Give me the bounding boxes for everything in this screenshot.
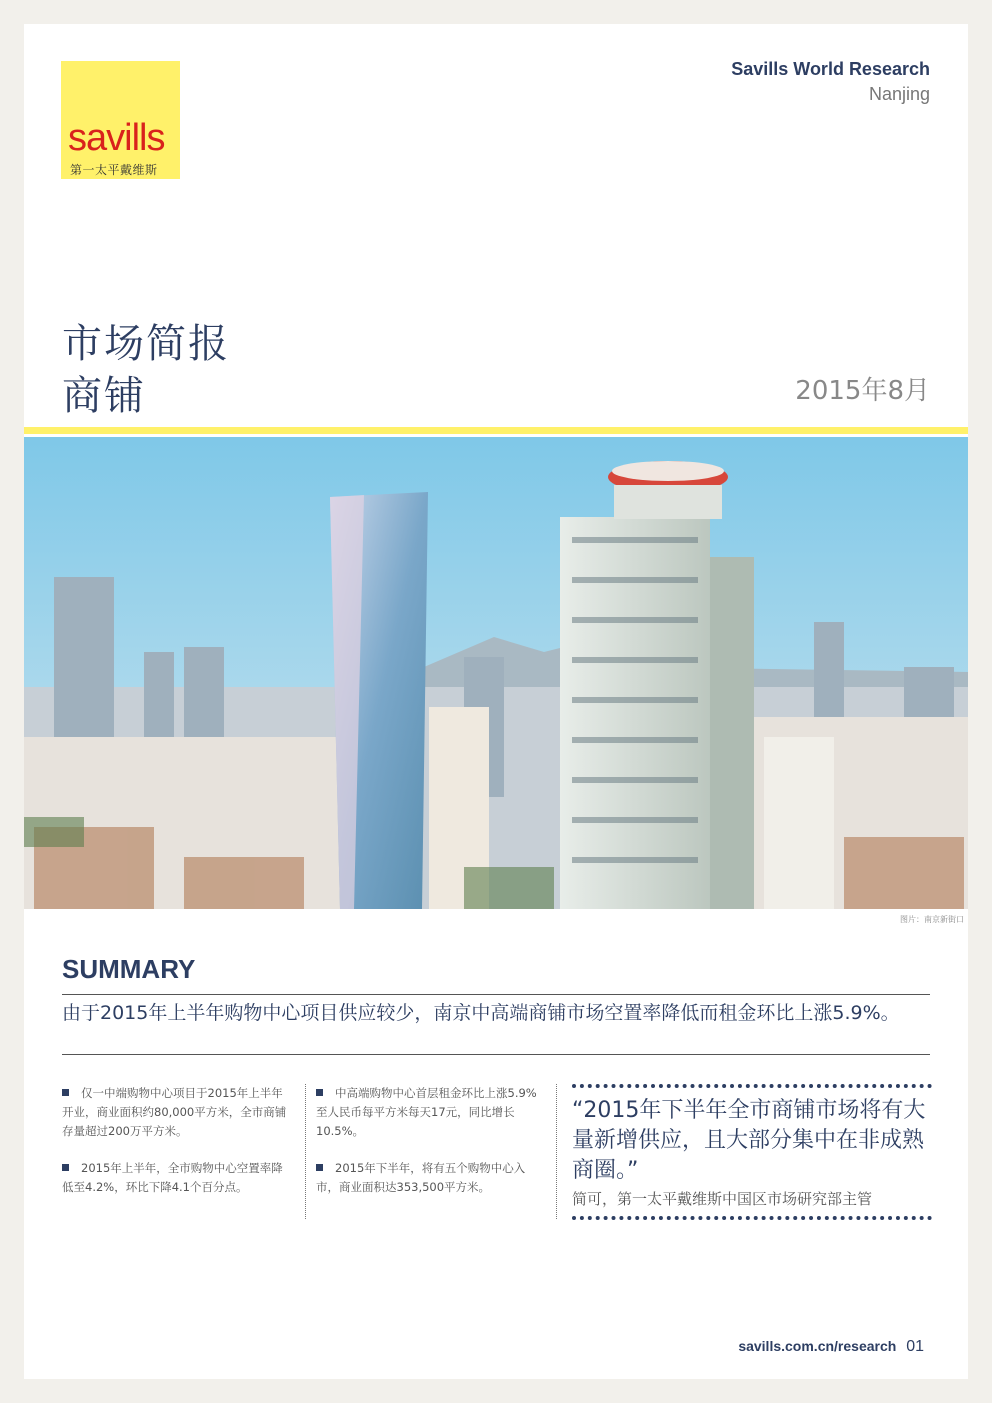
bullet-item: [316, 1084, 548, 1141]
bullet-text: 2015年下半年，将有五个购物中心入市，商业面积达353,500平方米。: [316, 1161, 526, 1194]
logo-chinese-name: 第一太平戴维斯: [70, 163, 158, 177]
column-separator: [305, 1084, 306, 1219]
square-bullet-icon: [62, 1164, 69, 1171]
savills-logo: [61, 61, 180, 179]
research-city: Nanjing: [868, 84, 930, 104]
bullets-column-1: [62, 1084, 292, 1215]
bullet-item: [62, 1159, 292, 1197]
square-bullet-icon: [316, 1089, 323, 1096]
footer-url-link[interactable]: savills.com.cn/research: [738, 1338, 897, 1354]
summary-heading: SUMMARY: [62, 954, 196, 984]
research-title: Savills World Research: [731, 59, 930, 79]
bullet-item: [316, 1159, 548, 1197]
page-title-line2: 商铺: [62, 373, 146, 419]
bullet-text: 2015年上半年，全市购物中心空置率降低至4.2%，环比下降4.1个百分点。: [62, 1161, 283, 1194]
summary-rule-bottom: [62, 1054, 930, 1055]
page-title-line1: 市场简报: [62, 321, 230, 367]
square-bullet-icon: [62, 1089, 69, 1096]
photo-caption: 图片：南京新街口: [900, 915, 964, 924]
report-date: 2015年8月: [795, 376, 930, 406]
pull-quote: [572, 1084, 932, 1220]
bullet-text: 仅一中端购物中心项目于2015年上半年开业，商业面积约80,000平方米，全市商铺存量超过200万平方米。: [62, 1086, 287, 1138]
quote-text: “2015年下半年全市商铺市场将有大量新增供应，且大部分集中在非成熟商圈。”: [572, 1098, 926, 1183]
bullet-text: 中高端购物中心首层租金环比上涨5.9%至人民币每平方米每天17元，同比增长10.5%。: [316, 1086, 537, 1138]
report-page: [24, 24, 968, 1379]
research-header: [731, 59, 930, 105]
summary-rule-top: [62, 994, 930, 995]
summary-lead: 由于2015年上半年购物中心项目供应较少，南京中高端商铺市场空置率降低而租金环比上涨5.9%。: [62, 1002, 900, 1024]
logo-wordmark: savills: [68, 117, 165, 159]
quote-dotted-rule-bottom: [572, 1216, 932, 1220]
column-separator: [556, 1084, 557, 1219]
bullets-column-2: [316, 1084, 548, 1215]
quote-dotted-rule-top: [572, 1084, 932, 1088]
skyline-photo: [24, 437, 968, 909]
page-number: 01: [906, 1338, 924, 1355]
square-bullet-icon: [316, 1164, 323, 1171]
quote-attribution: 简可，第一太平戴维斯中国区市场研究部主管: [572, 1190, 873, 1208]
yellow-divider: [24, 427, 968, 434]
bullet-item: [62, 1084, 292, 1141]
page-footer: [738, 1338, 924, 1356]
